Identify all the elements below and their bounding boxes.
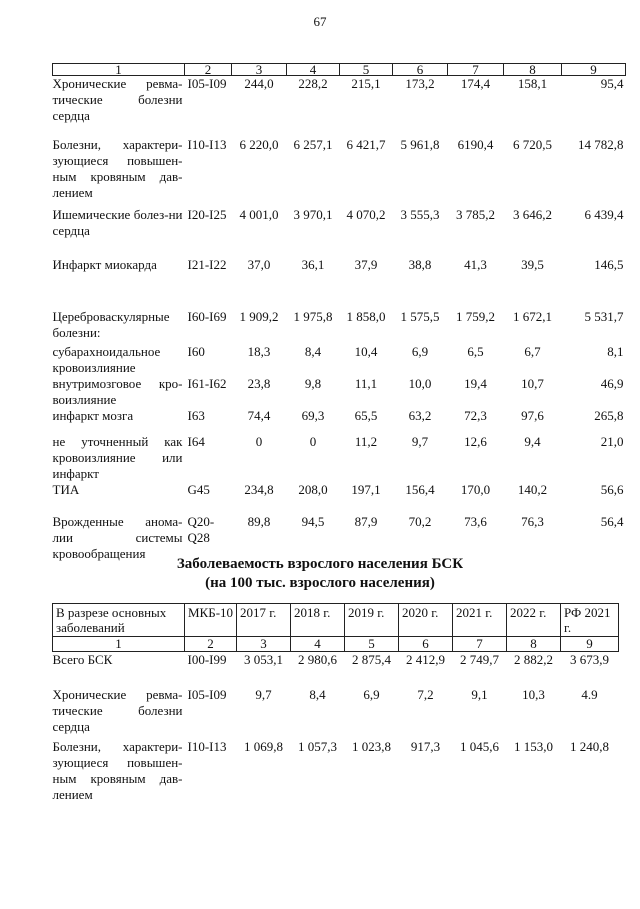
- value-cell: 9,8: [304, 375, 322, 391]
- table-row: [53, 652, 619, 687]
- value-cell: 6,5: [467, 343, 484, 359]
- value-cell: 11,2: [354, 433, 378, 449]
- value-cell: 9,7: [411, 433, 429, 449]
- column-number: 9: [562, 64, 626, 76]
- value-cell: 1 023,8: [352, 738, 392, 754]
- section-title: [0, 555, 640, 593]
- table-row: [53, 344, 626, 376]
- value-cell: 6 439,4: [584, 206, 624, 222]
- value-cell: 6,9: [411, 343, 429, 359]
- column-number: 7: [453, 637, 507, 652]
- disease-name: Цереброваскулярные болезни:: [52, 308, 170, 340]
- column-header: 2021 г.: [453, 604, 507, 637]
- table-row: [53, 207, 626, 257]
- table-row: [53, 376, 626, 408]
- header-row: [53, 64, 626, 76]
- value-cell: 94,5: [301, 513, 325, 529]
- value-cell: 6 220,0: [239, 136, 279, 152]
- column-header: В разрезе основных заболеваний: [53, 604, 185, 637]
- value-cell: 6190,4: [457, 136, 494, 152]
- column-number: 7: [448, 64, 504, 76]
- icd-code: I21-I22: [187, 256, 227, 272]
- value-cell: 14 782,8: [578, 136, 624, 152]
- value-cell: 215,1: [351, 76, 381, 91]
- value-cell: 158,1: [517, 76, 548, 91]
- value-cell: 74,4: [247, 407, 271, 423]
- value-cell: 8,1: [607, 343, 624, 359]
- value-cell: 56,4: [600, 513, 624, 529]
- disease-name: Хронические ревма-тические болезни сердца: [52, 76, 183, 123]
- disease-name: Ишемические болез-ни сердца: [52, 206, 183, 238]
- icd-code: I10-I13: [187, 136, 227, 152]
- icd-code: G45: [187, 481, 210, 497]
- value-cell: 8,4: [309, 686, 326, 702]
- value-cell: 10,4: [354, 343, 378, 359]
- value-cell: 140,2: [517, 481, 548, 497]
- value-cell: 917,3: [410, 738, 441, 754]
- value-cell: 76,3: [521, 513, 544, 529]
- value-cell: 37,0: [247, 256, 271, 272]
- value-cell: 4 001,0: [239, 206, 279, 222]
- value-cell: 65,5: [354, 407, 378, 423]
- morbidity-table-1: [52, 63, 626, 564]
- icd-code: I20-I25: [187, 206, 227, 222]
- value-cell: 3 555,3: [400, 206, 440, 222]
- column-header: РФ 2021 г.: [561, 604, 619, 637]
- value-cell: 9,1: [471, 686, 488, 702]
- value-cell: 170,0: [460, 481, 491, 497]
- column-number: 6: [399, 637, 453, 652]
- value-cell: 3 053,1: [244, 652, 284, 667]
- column-header: 2022 г.: [507, 604, 561, 637]
- value-cell: 3 970,1: [293, 206, 333, 222]
- value-cell: 1 057,3: [298, 738, 338, 754]
- value-cell: 1 858,0: [346, 308, 386, 324]
- value-cell: 208,0: [298, 481, 328, 497]
- column-number: 4: [287, 64, 340, 76]
- morbidity-table-2: [52, 603, 619, 809]
- value-cell: 21,0: [600, 433, 624, 449]
- value-cell: 156,4: [405, 481, 435, 497]
- value-cell: 69,3: [301, 407, 325, 423]
- table-row: [53, 482, 626, 514]
- value-cell: 11,1: [354, 375, 378, 391]
- value-cell: 6,7: [524, 343, 541, 359]
- section-title-line1: Заболеваемость взрослого населения БСК: [176, 556, 464, 572]
- value-cell: 5 531,7: [584, 308, 624, 324]
- value-cell: 9,7: [255, 686, 272, 702]
- column-number: 5: [345, 637, 399, 652]
- value-cell: 0: [309, 433, 317, 449]
- value-cell: 56,6: [600, 481, 624, 497]
- column-number: 5: [340, 64, 393, 76]
- disease-name: ТИА: [52, 481, 80, 497]
- column-number: 2: [185, 637, 237, 652]
- value-cell: 173,2: [405, 76, 435, 91]
- disease-name: внутримозговое кро-воизлияние: [52, 375, 183, 407]
- value-cell: 2 882,2: [514, 652, 554, 667]
- value-cell: 63,2: [408, 407, 432, 423]
- value-cell: 1 045,6: [460, 738, 500, 754]
- table-row: [53, 434, 626, 482]
- value-cell: 23,8: [247, 375, 271, 391]
- disease-name: субарахноидальное кровоизлияние: [52, 343, 161, 375]
- icd-code: I05-I09: [187, 686, 227, 702]
- header-row: [53, 604, 619, 637]
- table-row: [53, 408, 626, 434]
- value-cell: 72,3: [464, 407, 487, 423]
- icd-code: I64: [187, 433, 205, 449]
- value-cell: 228,2: [298, 76, 328, 91]
- value-cell: 174,4: [460, 76, 491, 91]
- value-cell: 4 070,2: [346, 206, 386, 222]
- icd-code: I00-I99: [187, 652, 227, 667]
- column-header: 2020 г.: [399, 604, 453, 637]
- value-cell: 0: [255, 433, 263, 449]
- value-cell: 1 240,8: [570, 738, 610, 754]
- value-cell: 46,9: [600, 375, 624, 391]
- value-cell: 1 153,0: [514, 738, 554, 754]
- value-cell: 38,8: [408, 256, 432, 272]
- value-cell: 3 646,2: [513, 206, 552, 222]
- disease-name: Всего БСК: [52, 652, 113, 667]
- value-cell: 265,8: [594, 407, 624, 423]
- icd-code: I60: [187, 343, 205, 359]
- value-cell: 12,6: [464, 433, 487, 449]
- value-cell: 8,4: [304, 343, 322, 359]
- disease-name: Инфаркт миокарда: [52, 256, 157, 272]
- icd-code: Q20-Q28: [187, 513, 215, 545]
- value-cell: 7,2: [417, 686, 434, 702]
- value-cell: 197,1: [351, 481, 381, 497]
- column-number: 3: [232, 64, 287, 76]
- value-cell: 2 875,4: [352, 652, 392, 667]
- table-row: [53, 137, 626, 207]
- value-cell: 18,3: [247, 343, 271, 359]
- column-number: 2: [185, 64, 232, 76]
- value-cell: 10,3: [522, 686, 545, 702]
- column-number: 8: [507, 637, 561, 652]
- column-header: МКБ-10: [185, 604, 237, 637]
- value-cell: 1 069,8: [244, 738, 284, 754]
- table-row: [53, 739, 619, 809]
- column-number: 8: [504, 64, 562, 76]
- value-cell: 146,5: [594, 256, 624, 272]
- value-cell: 3 785,2: [456, 206, 495, 222]
- icd-code: I60-I69: [187, 308, 227, 324]
- value-cell: 1 975,8: [293, 308, 333, 324]
- column-number: 9: [561, 637, 619, 652]
- value-cell: 6 257,1: [293, 136, 333, 152]
- disease-name: не уточненный как кровоизлияние или инфаркт: [52, 433, 183, 481]
- value-cell: 6,9: [363, 686, 380, 702]
- value-cell: 70,2: [408, 513, 432, 529]
- table-row: [53, 309, 626, 344]
- disease-name: инфаркт мозга: [52, 407, 134, 423]
- value-cell: 244,0: [244, 76, 274, 91]
- column-number: 4: [291, 637, 345, 652]
- column-number: 1: [53, 637, 185, 652]
- column-header: 2019 г.: [345, 604, 399, 637]
- value-cell: 87,9: [354, 513, 378, 529]
- table-row: [53, 76, 626, 137]
- icd-code: I10-I13: [187, 738, 227, 754]
- value-cell: 2 749,7: [460, 652, 500, 667]
- value-cell: 6 720,5: [513, 136, 552, 152]
- section-title-line2: (на 100 тыс. взрослого населения): [205, 575, 435, 591]
- value-cell: 4.9: [581, 686, 598, 702]
- table-row: [53, 257, 626, 309]
- icd-code: I63: [187, 407, 205, 423]
- value-cell: 1 672,1: [513, 308, 552, 324]
- value-cell: 234,8: [244, 481, 274, 497]
- value-cell: 6 421,7: [346, 136, 386, 152]
- column-header: 2017 г.: [237, 604, 291, 637]
- disease-name: Болезни, характери-зующиеся повышен-ным кровяным дав-лением: [52, 738, 183, 802]
- column-number: 6: [393, 64, 448, 76]
- column-number: 1: [53, 64, 185, 76]
- column-number: 3: [237, 637, 291, 652]
- icd-code: I61-I62: [187, 375, 227, 391]
- value-cell: 97,6: [521, 407, 544, 423]
- value-cell: 19,4: [464, 375, 487, 391]
- value-cell: 2 412,9: [406, 652, 446, 667]
- value-cell: 9,4: [524, 433, 541, 449]
- value-cell: 39,5: [521, 256, 544, 272]
- value-cell: 3 673,9: [570, 652, 610, 667]
- value-cell: 73,6: [464, 513, 487, 529]
- value-cell: 10,0: [408, 375, 432, 391]
- value-cell: 2 980,6: [298, 652, 338, 667]
- table-row: [53, 687, 619, 739]
- value-cell: 1 575,5: [400, 308, 440, 324]
- value-cell: 89,8: [247, 513, 271, 529]
- value-cell: 95,4: [600, 76, 624, 91]
- value-cell: 36,1: [301, 256, 325, 272]
- column-header: 2018 г.: [291, 604, 345, 637]
- icd-code: I05-I09: [187, 76, 227, 91]
- disease-name: Болезни, характери-зующиеся повышен-ным кровяным дав-лением: [52, 136, 183, 200]
- value-cell: 5 961,8: [400, 136, 440, 152]
- value-cell: 1 759,2: [456, 308, 495, 324]
- value-cell: 10,7: [521, 375, 544, 391]
- value-cell: 37,9: [354, 256, 378, 272]
- page-number: 67: [313, 14, 327, 29]
- disease-name: Хронические ревма-тические болезни сердца: [52, 686, 183, 734]
- column-number-row: [53, 637, 619, 652]
- value-cell: 41,3: [464, 256, 487, 272]
- disease-name: Врожденные анома-лии системы кровообращения: [52, 513, 183, 561]
- value-cell: 1 909,2: [239, 308, 279, 324]
